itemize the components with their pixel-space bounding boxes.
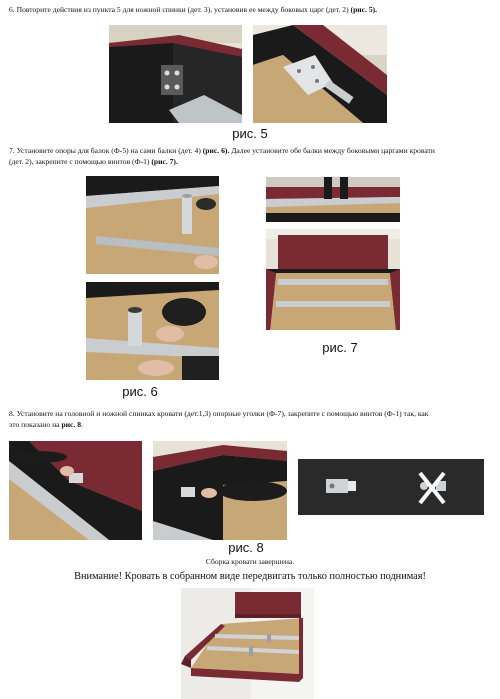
fig5-photo-left (109, 25, 242, 123)
step8-line1: 8. Установите на головной и ножной спинках кровати (дет.1,3) опорные уголки (Ф-7), закрепите с помощью винтов (Ф-1) так, как (9, 409, 429, 418)
fig5-caption: рис. 5 (232, 126, 268, 141)
fig7-caption: рис. 7 (322, 340, 358, 355)
fig7-photo-bottom (266, 229, 400, 330)
fig7-photo-top (266, 177, 400, 222)
fig8-caption: рис. 8 (228, 540, 264, 555)
step7-line2a: (дет. 2), закрепите с помощью винтов (Ф-1) (9, 156, 150, 166)
step7-fig7-ref: (рис. 7). (151, 156, 178, 166)
step7-fig6-ref: (рис. 6). (202, 146, 230, 155)
fig8-photo-right (298, 459, 484, 515)
step6-figure-ref: (рис. 5). (350, 5, 378, 14)
assembly-complete-note: Сборка кровати завершена. (205, 557, 295, 566)
step7-line1b: Далее установите обе балки между боковыми царгами кровати (231, 146, 435, 155)
fig6-caption: рис. 6 (122, 384, 158, 399)
step7-line1a: 7. Установите опоры для балок (Ф-5) на сами балки (дет. 4) (9, 146, 201, 155)
fig6-photo-top (86, 176, 219, 274)
step6-text (9, 5, 494, 16)
fig6-photo-bottom (86, 282, 219, 380)
step8-text (9, 409, 494, 430)
warning-text: Внимание! Кровать в собранном виде передвигать только полностью поднимая! (74, 571, 426, 582)
step8-fig8-ref: рис. 8 (61, 419, 82, 429)
assembled-bed-photo (181, 588, 314, 699)
fig5-photo-right (253, 25, 387, 123)
step8-line2a: это показано на (9, 419, 60, 429)
step8-line2b: . (81, 419, 83, 429)
fig8-photo-left (9, 441, 142, 540)
step6-body: 6. Повторите действия из пункта 5 для ножной спинки (дет. 3), установив ее между боковых царг (дет. 2) (9, 5, 349, 14)
fig8-photo-middle (153, 441, 287, 540)
step7-text (9, 146, 494, 167)
